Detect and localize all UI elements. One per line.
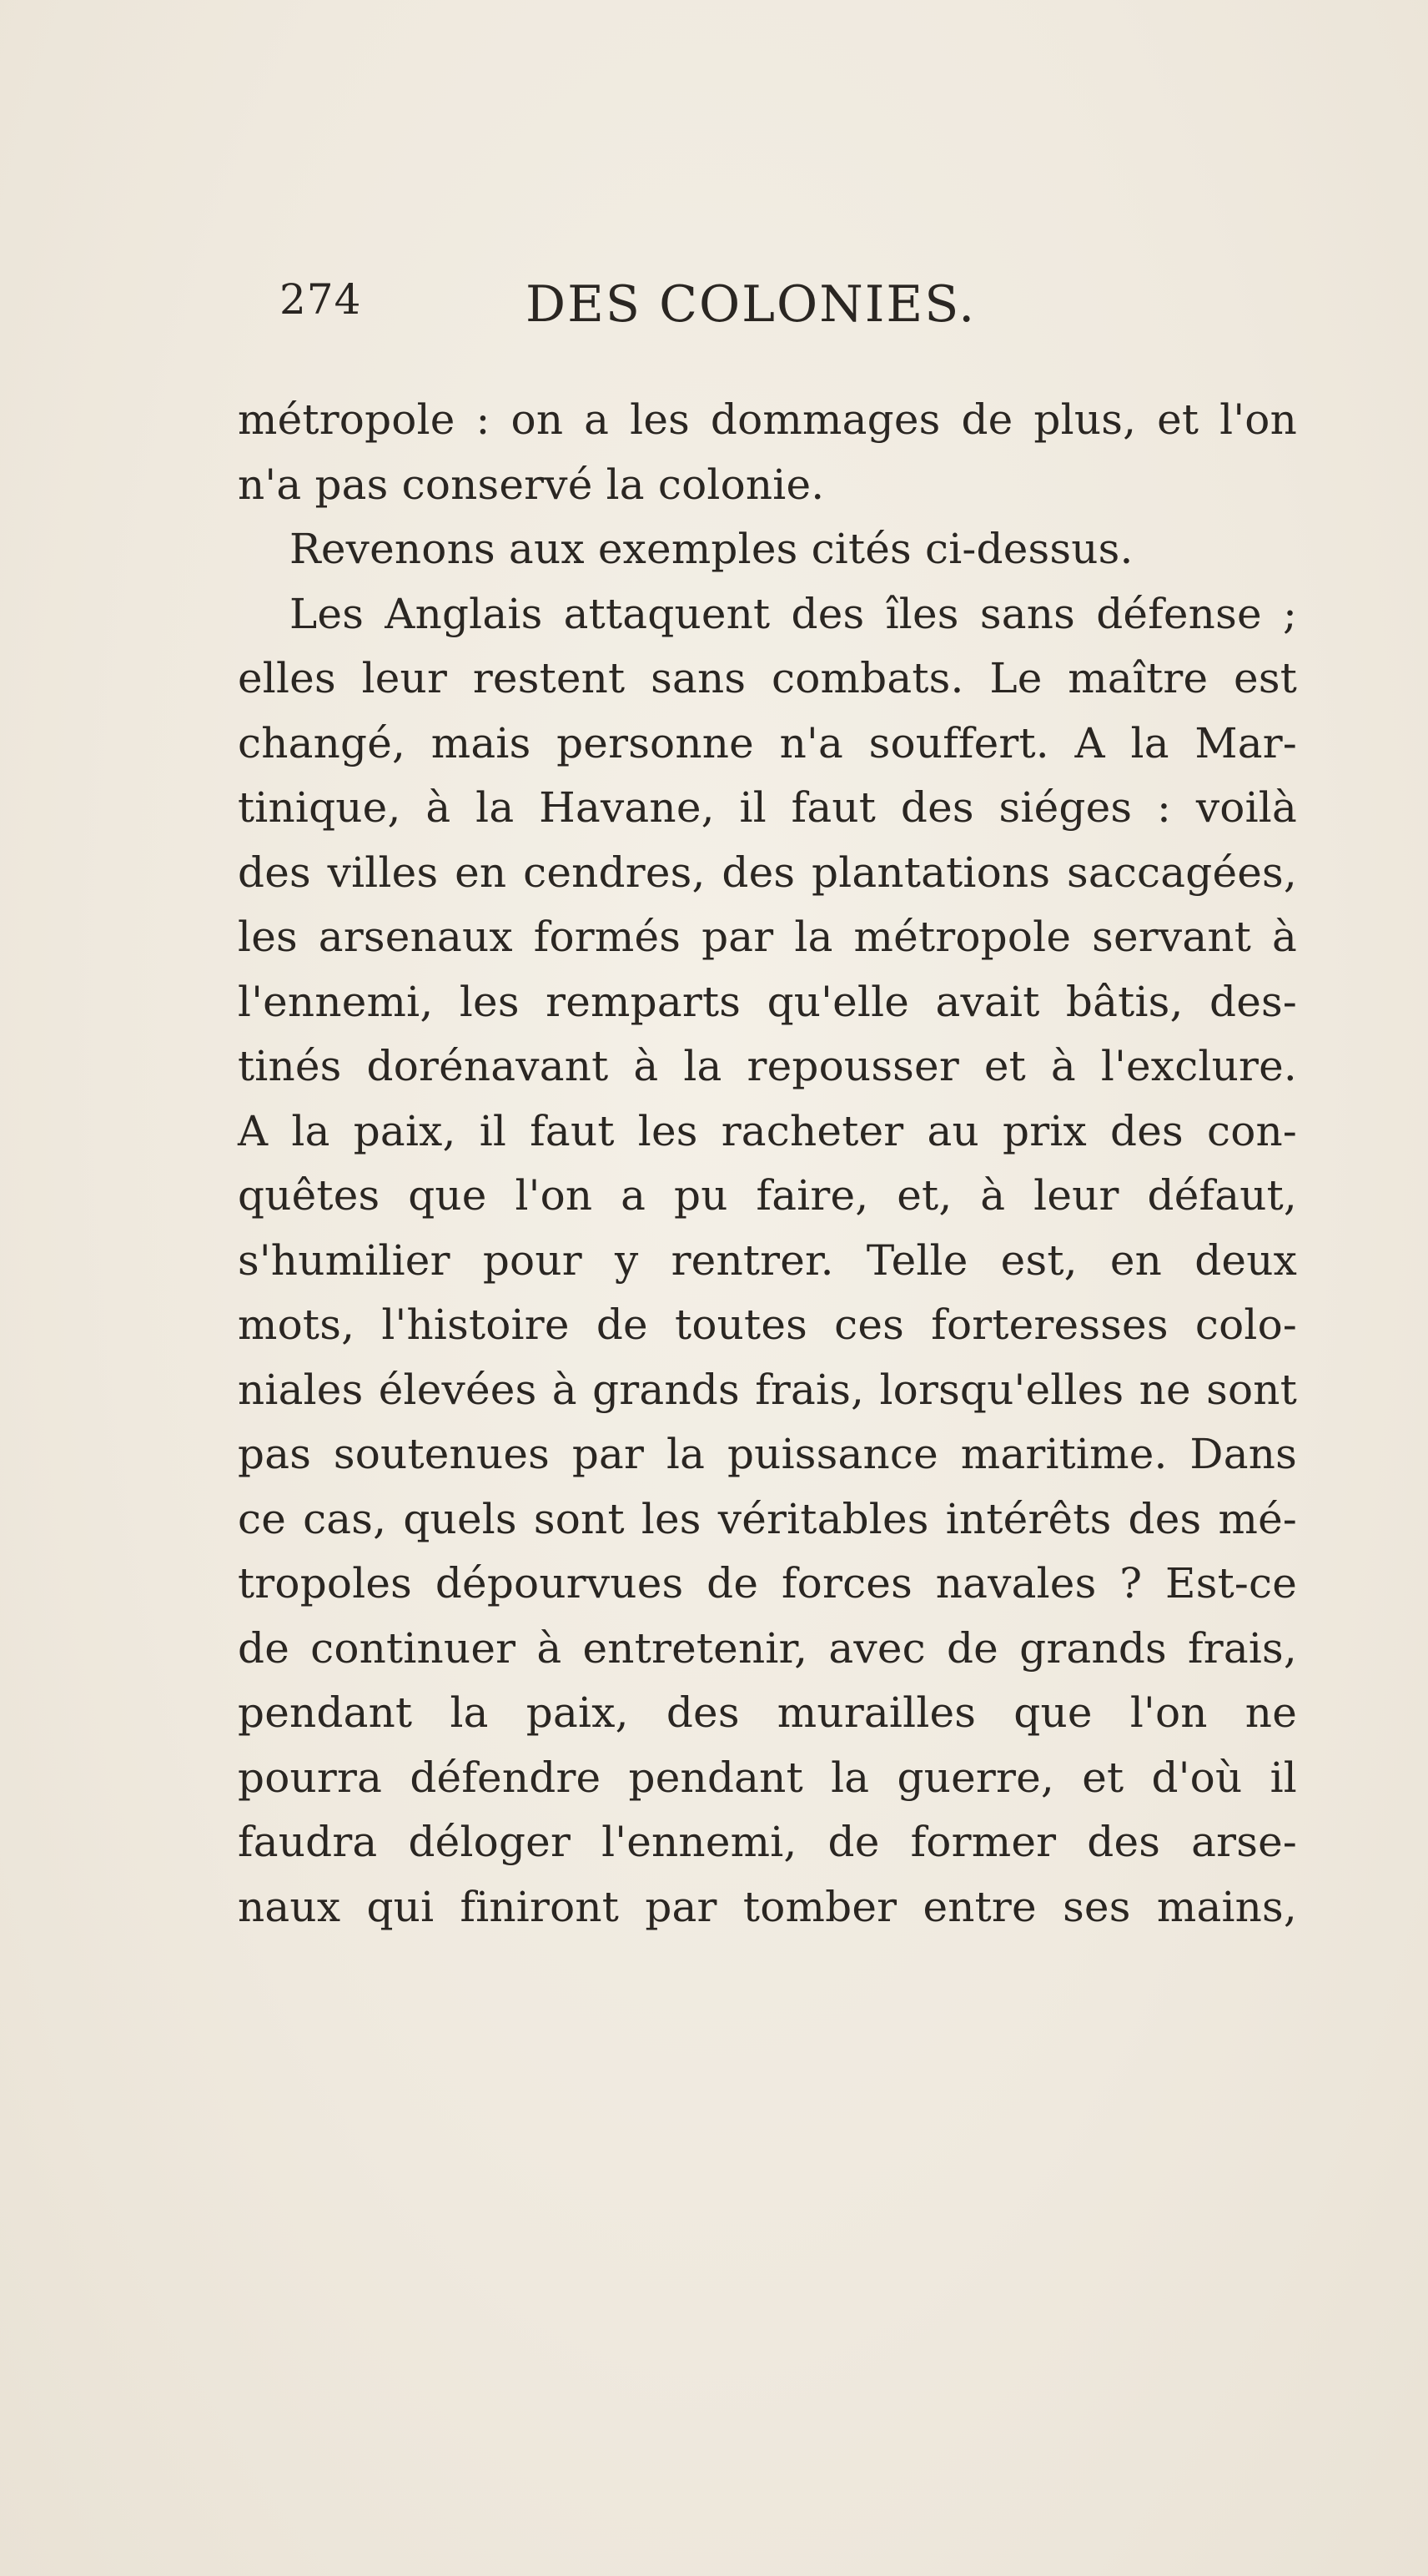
body-text — [238, 388, 1297, 1940]
page-number: 274 — [279, 275, 362, 324]
text-line: elles leur restent sans combats. Le maître est — [238, 654, 1297, 702]
text-line: métropole : on a les dommages de plus, et l'on — [238, 395, 1297, 444]
text-line: n'a pas conservé la colonie. — [238, 460, 825, 509]
text-line: Les Anglais attaquent des îles sans défense ; — [289, 589, 1297, 638]
text-line: pourra défendre pendant la guerre, et d'où il — [238, 1753, 1297, 1802]
text-line: Revenons aux exemples cités ci-dessus. — [289, 525, 1134, 573]
text-line: s'humilier pour y rentrer. Telle est, en deux — [238, 1235, 1297, 1285]
text-line: pendant la paix, des murailles que l'on ne — [238, 1688, 1297, 1737]
text-line: mots, l'histoire de toutes ces forteresses colo- — [238, 1301, 1297, 1349]
text-line: changé, mais personne n'a souffert. A la Mar- — [238, 718, 1297, 767]
text-line: naux qui finiront par tomber entre ses mains, — [238, 1882, 1297, 1931]
running-title: DES COLONIES. — [525, 275, 977, 334]
text-line: des villes en cendres, des plantations saccagées, — [238, 848, 1297, 897]
text-line: tinique, à la Havane, il faut des siéges : voilà — [238, 783, 1297, 832]
text-line: pas soutenues par la puissance maritime. Dans — [238, 1430, 1297, 1478]
text-line: de continuer à entretenir, avec de grands frais, — [238, 1623, 1297, 1673]
text-line: l'ennemi, les remparts qu'elle avait bâtis, des- — [238, 977, 1297, 1026]
text-line: quêtes que l'on a pu faire, et, à leur défaut, — [238, 1171, 1297, 1220]
page-header — [0, 275, 1428, 342]
text-line: tropoles dépourvues de forces navales ? Est-ce — [238, 1559, 1297, 1607]
text-line: niales élevées à grands frais, lorsqu'elles ne sont — [238, 1365, 1297, 1414]
text-line: faudra déloger l'ennemi, de former des arse- — [238, 1818, 1297, 1866]
text-line: A la paix, il faut les racheter au prix des con- — [238, 1106, 1297, 1155]
text-line: tinés dorénavant à la repousser et à l'exclure. — [238, 1042, 1297, 1090]
text-line: ce cas, quels sont les véritables intérêts des mé- — [238, 1494, 1297, 1543]
text-line: les arsenaux formés par la métropole servant à — [238, 913, 1297, 961]
